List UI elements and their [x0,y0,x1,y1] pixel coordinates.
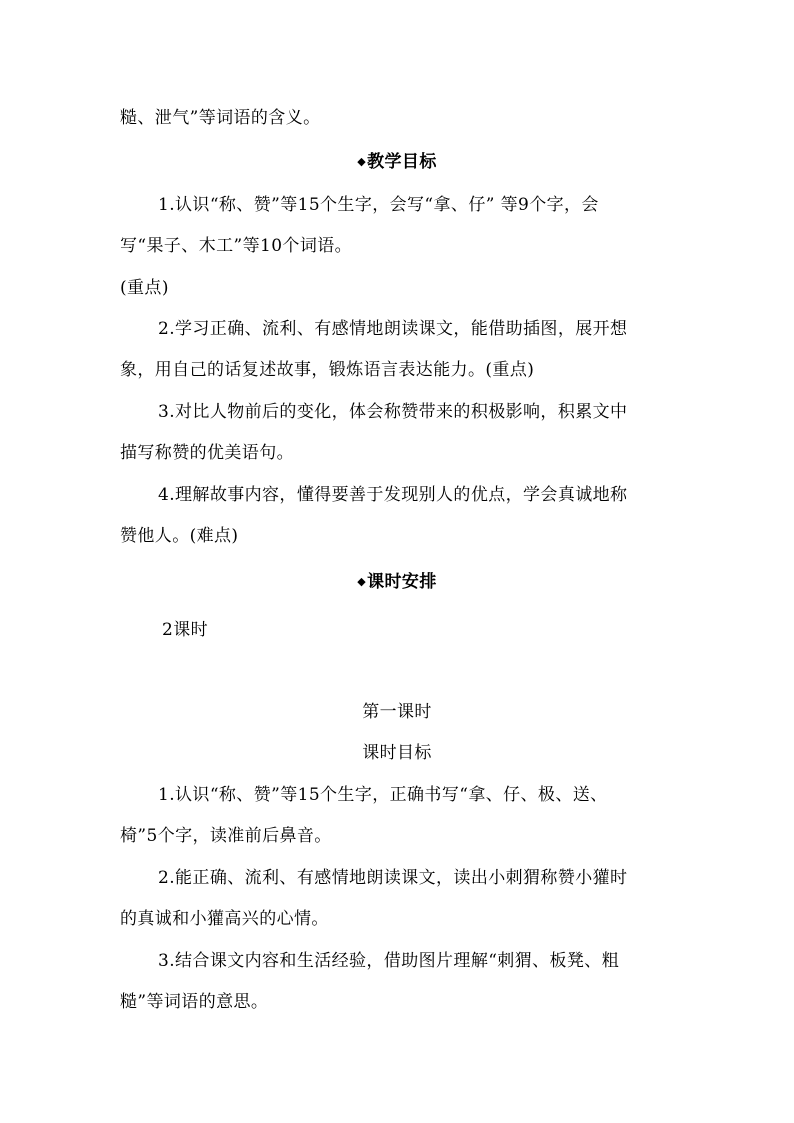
objective-3-line-2: 糙”等词语的意思。 [120,992,269,1012]
goal-2-line-2: 象，用自己的话复述故事，锻炼语言表达能力。(重点) [120,360,535,380]
goal-1-line-2: 写“果子、木工”等10个词语。 [120,236,353,256]
diamond-bullet-icon: ◆ [357,575,367,588]
goal-2-line-1: 2.学习正确、流利、有感情地朗读课文，能借助插图，展开想 [158,319,628,339]
goal-4-line-1: 4.理解故事内容，懂得要善于发现别人的优点，学会真诚地称 [158,485,628,505]
section-heading-schedule [0,570,794,594]
objective-1-line-1: 1.认识“称、赞”等15个生字，正确书写“拿、仔、极、送、 [158,785,608,805]
text-line-intro-end: 糙、泄气”等词语的含义。 [120,108,321,128]
goal-4-line-2: 赞他人。(难点) [120,526,239,546]
schedule-text: 2课时 [162,620,209,640]
section-heading-text: 教学目标 [367,152,437,172]
objective-1-line-2: 椅”5个字，读准前后鼻音。 [120,826,332,846]
objective-2-line-1: 2.能正确、流利、有感情地朗读课文，读出小刺猬称赞小獾时 [158,868,628,888]
lesson-title: 第一课时 [362,702,432,722]
lesson-goals-heading: 课时目标 [362,743,432,763]
goal-1-line-1: 1.认识“称、赞”等15个生字，会写“拿、仔” 等9个字，会 [158,195,599,215]
goal-3-line-1: 3.对比人物前后的变化，体会称赞带来的积极影响，积累文中 [158,402,628,422]
section-heading-teaching-goals [0,150,794,174]
goal-3-line-2: 描写称赞的优美语句。 [120,443,294,463]
diamond-bullet-icon: ◆ [357,155,367,168]
goal-1-line-3: (重点) [120,278,169,298]
section-heading-text: 课时安排 [367,572,437,592]
objective-3-line-1: 3.结合课文内容和生活经验，借助图片理解“刺猬、板凳、粗 [158,951,620,971]
objective-2-line-2: 的真诚和小獾高兴的心情。 [120,909,329,929]
